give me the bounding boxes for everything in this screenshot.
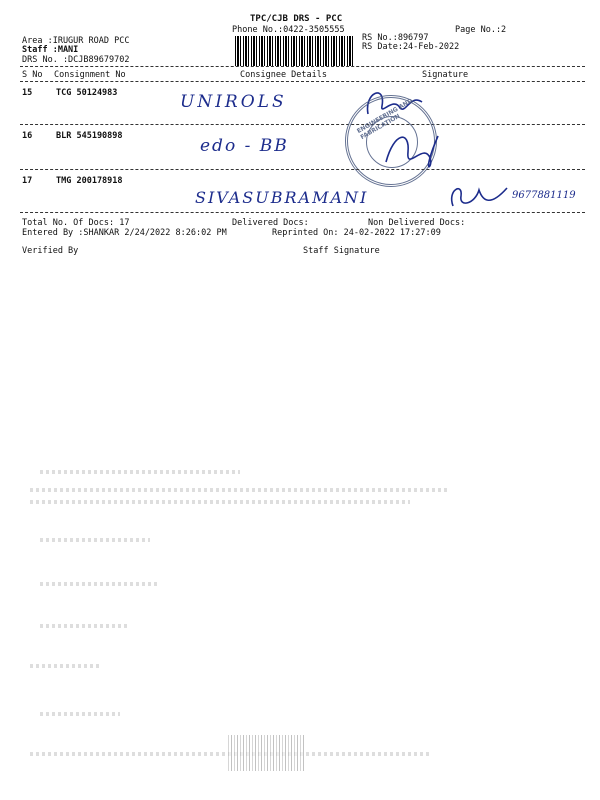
- area-label: Area :IRUGUR ROAD PCC: [22, 36, 130, 46]
- page-number: Page No.:2: [455, 25, 507, 35]
- header-rule-top: [20, 66, 585, 67]
- row-15-consignment: TCG 50124983: [56, 88, 118, 98]
- bleed-through-barcode: [228, 735, 306, 771]
- delivered-docs: Delivered Docs:: [232, 218, 309, 228]
- row-15-sno: 15: [22, 88, 33, 98]
- barcode: [235, 36, 353, 66]
- rs-number: RS No.:896797: [362, 33, 429, 43]
- bleed-through-line: [40, 624, 130, 628]
- staff-label: Staff :MANI: [22, 45, 79, 55]
- row-15-handwritten-name: UNIROLS: [180, 92, 287, 112]
- verified-by: Verified By: [22, 246, 79, 256]
- document-title: TPC/CJB DRS - PCC: [250, 14, 343, 24]
- row-16-signature-mark: [380, 122, 444, 182]
- bleed-through-line: [40, 582, 160, 586]
- row-17-sno: 17: [22, 176, 33, 186]
- staff-signature: Staff Signature: [303, 246, 380, 256]
- row-16-handwritten-name: edo - BB: [200, 136, 289, 156]
- row-17-phone-note: 9677881119: [512, 190, 576, 201]
- bleed-through-line: [30, 664, 100, 668]
- reprinted-on: Reprinted On: 24-02-2022 17:27:09: [272, 228, 441, 238]
- header-rule-bottom: [20, 81, 585, 82]
- bleed-through-line: [30, 488, 450, 492]
- row-17-handwritten-name: SIVASUBRAMANI: [195, 188, 369, 207]
- row-15-rule: [20, 124, 585, 125]
- bleed-through-line: [40, 470, 240, 474]
- row-16-rule: [20, 169, 585, 170]
- col-sno: S No: [22, 70, 43, 80]
- row-16-consignment: BLR 545190898: [56, 131, 123, 141]
- row-16-sno: 16: [22, 131, 33, 141]
- rs-date: RS Date:24-Feb-2022: [362, 42, 460, 52]
- col-signature: Signature: [422, 70, 469, 80]
- row-17-consignment: TMG 200178918: [56, 176, 123, 186]
- total-docs: Total No. Of Docs: 17: [22, 218, 130, 228]
- row-17-rule: [20, 212, 585, 213]
- col-consignee: Consignee Details: [240, 70, 327, 80]
- bleed-through-line: [40, 712, 120, 716]
- bleed-through-line: [40, 538, 150, 542]
- col-consignment: Consignment No: [54, 70, 126, 80]
- non-delivered-docs: Non Delivered Docs:: [368, 218, 466, 228]
- phone-number: Phone No.:0422-3505555: [232, 25, 345, 35]
- drs-number: DRS No. :DCJB89679702: [22, 55, 130, 65]
- entered-by: Entered By :SHANKAR 2/24/2022 8:26:02 PM: [22, 228, 227, 238]
- row-17-signature-mark: [445, 180, 515, 212]
- bleed-through-line: [30, 500, 410, 504]
- stamp-text: ENGINEERING AND FABRICATION: [355, 97, 414, 142]
